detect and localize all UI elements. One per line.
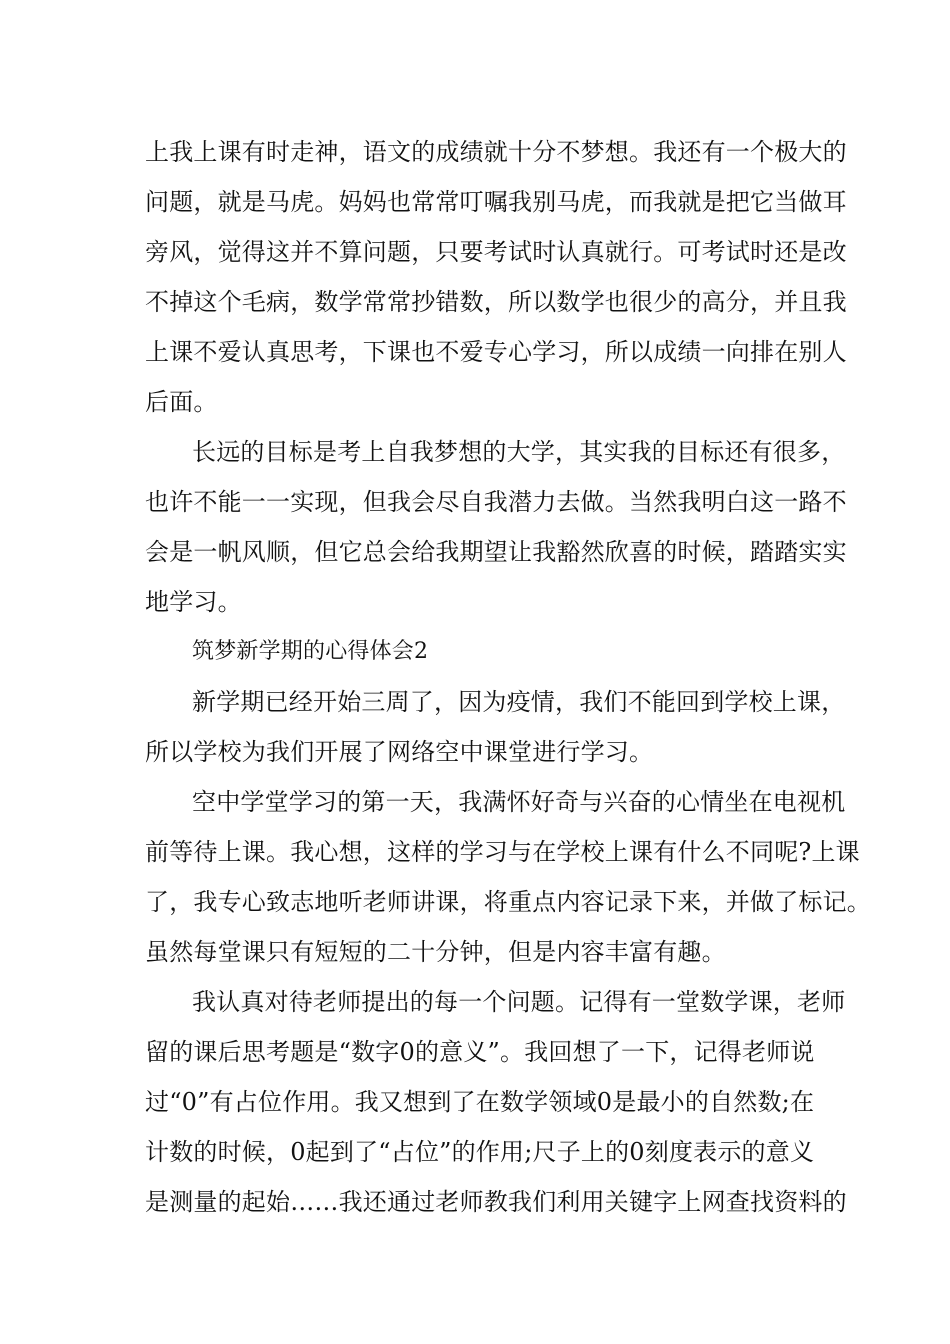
text-line: 所以学校为我们开展了网络空中课堂进行学习。	[145, 738, 654, 766]
text-line: 后面。	[145, 388, 218, 416]
text-line: 虽然每堂课只有短短的二十分钟，但是内容丰富有趣。	[145, 938, 726, 966]
text-line: 过“0”有占位作用。我又想到了在数学领域0是最小的自然数;在	[145, 1088, 815, 1116]
text-line: 了，我专心致志地听老师讲课，将重点内容记录下来，并做了标记。	[145, 888, 871, 916]
section-heading: 筑梦新学期的心得体会2	[192, 639, 429, 664]
text-line: 留的课后思考题是“数字0的意义”。我回想了一下，记得老师说	[145, 1038, 815, 1066]
text-line: 问题，就是马虎。妈妈也常常叮嘱我别马虎，而我就是把它当做耳	[145, 188, 847, 216]
text-line: 旁风，觉得这并不算问题，只要考试时认真就行。可考试时还是改	[145, 238, 847, 266]
text-line: 上我上课有时走神，语文的成绩就十分不梦想。我还有一个极大的	[145, 138, 847, 166]
text-line: 是测量的起始……我还通过老师教我们利用关键字上网查找资料的	[145, 1188, 847, 1216]
paragraph-first-line: 长远的目标是考上自我梦想的大学，其实我的目标还有很多，	[192, 438, 846, 466]
text-line: 不掉这个毛病，数学常常抄错数，所以数学也很少的高分，并且我	[145, 288, 847, 316]
text-line: 上课不爱认真思考，下课也不爱专心学习，所以成绩一向排在别人	[145, 338, 847, 366]
text-line: 也许不能一一实现，但我会尽自我潜力去做。当然我明白这一路不	[145, 488, 847, 516]
text-line: 地学习。	[145, 588, 242, 616]
text-line: 前等待上课。我心想，这样的学习与在学校上课有什么不同呢?上课	[145, 838, 860, 866]
text-line: 会是一帆风顺，但它总会给我期望让我豁然欣喜的时候，踏踏实实	[145, 538, 847, 566]
paragraph-first-line: 空中学堂学习的第一天，我满怀好奇与兴奋的心情坐在电视机	[192, 788, 846, 816]
paragraph-first-line: 我认真对待老师提出的每一个问题。记得有一堂数学课，老师	[192, 988, 846, 1016]
paragraph-first-line: 新学期已经开始三周了，因为疫情，我们不能回到学校上课，	[192, 688, 846, 716]
text-line: 计数的时候，0起到了“占位”的作用;尺子上的0刻度表示的意义	[145, 1138, 815, 1166]
